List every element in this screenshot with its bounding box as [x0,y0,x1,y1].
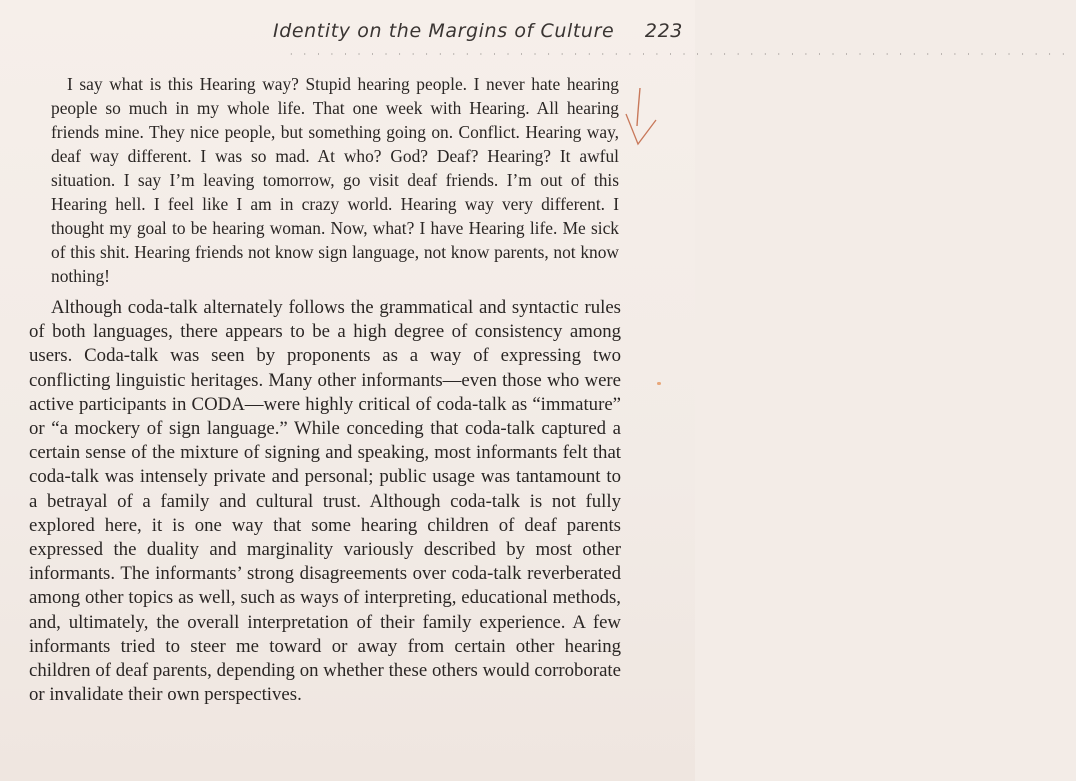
quote-paragraph: I say what is this Hearing way? Stupid hearing people. I never hate hearing people so much in my whole life. That one week with Hearing. All hearing friends mine. They nice people, but something going on. Conflict. Hearing way, deaf way different. I was so mad. At who? God? Deaf? Hearing? It awful situation. I say I’m leaving tomorrow, go visit deaf friends. I’m out of this Hearing hell. I feel like I am in crazy world. Hearing way very different. I thought my goal to be hearing woman. Now, what? I have Hearing life. Me sick of this shit. Hearing friends not know sign language, not know parents, not know nothing! [51,74,619,286]
handwritten-arrow-mark [622,86,662,150]
running-title: Identity on the Margins of Culture [272,20,615,42]
header-rule-dots: ·························································· [290,50,1076,59]
body-text [29,296,621,707]
block-quote [51,72,619,288]
ink-fleck [657,382,661,385]
body-paragraph: Although coda-talk alternately follows the grammatical and syntactic rules of both languages, there appears to be a high degree of consistency among users. Coda-talk was seen by proponents as a way of expressing two conflicting linguistic heritages. Many other informants—even those who were active participants in CODA—were highly critical of coda-talk as “immature” or “a mockery of sign language.” While conceding that coda-talk captured a certain sense of the mixture of signing and speaking, most informants felt that coda-talk was intensely private and personal; public usage was tantamount to a betrayal of a family and cultural trust. Although coda-talk is not fully explored here, it is one way that some hearing children of deaf parents expressed the duality and marginality variously described by most other informants. The informants’ strong disagreements over coda-talk reverberated among other topics as well, such as ways of interpreting, educational methods, and, ultimately, the overall interpretation of their family experience. A few informants tried to steer me toward or away from certain other hearing children of deaf parents, depending on whether these others would corroborate or invalidate their own perspectives. [29,297,621,706]
page-number: 223 [644,20,683,42]
running-header [260,20,683,42]
